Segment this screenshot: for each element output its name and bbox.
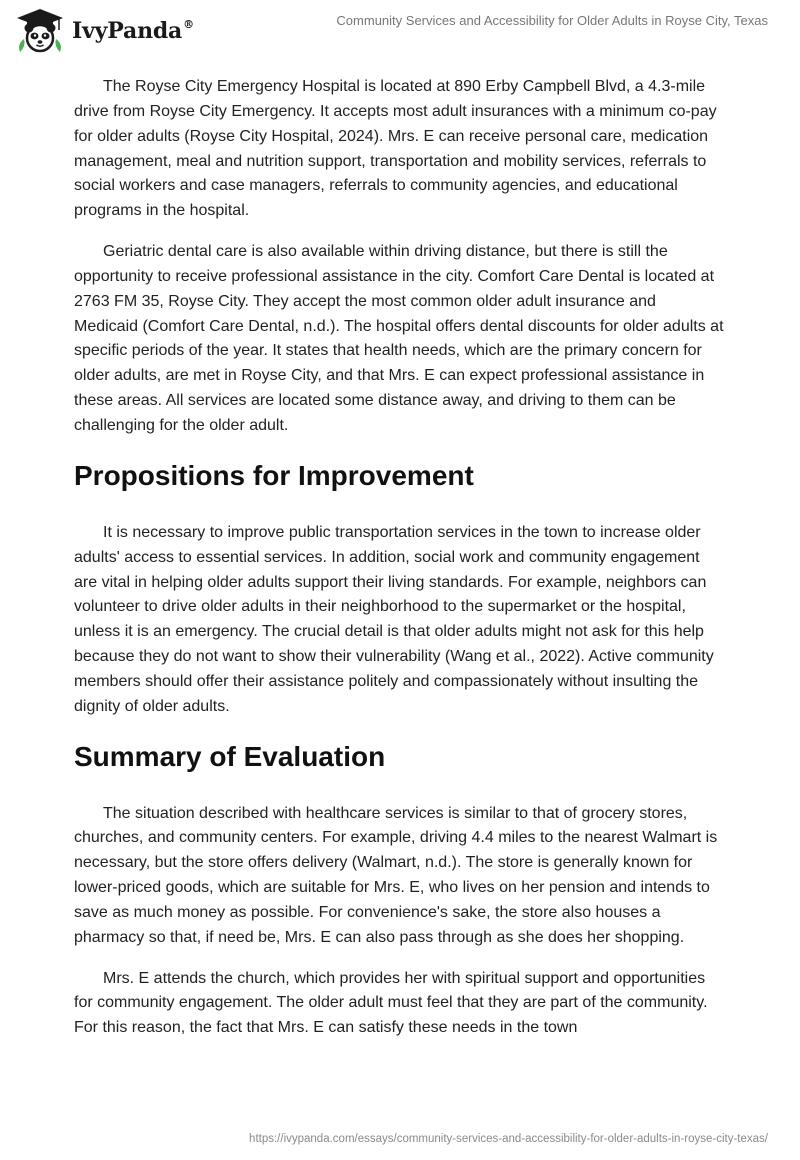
brand-name: IvyPanda® xyxy=(72,18,194,44)
source-url[interactable]: https://ivypanda.com/essays/community-services-and-accessibility-for-older-adults-in-royse-city-texas/ xyxy=(249,1133,768,1145)
paragraph-transportation: It is necessary to improve public transportation services in the town to increase older adults' access to essential services. In addition, social work and community engagement are vital in helping older adults support their living standards. For example, neighbors can volunteer to drive older adults in their neighborhood to the supermarket or the hospital, unless it is an emergency. The crucial detail is that older adults might not ask for this help because they do not want to show their vulnerability (Wang et al., 2022). Active community members should offer their assistance politely and compassionately without insulting the dignity of older adults. xyxy=(74,523,714,715)
essay-content xyxy=(74,75,724,1057)
ivypanda-logo[interactable] xyxy=(14,8,194,54)
panda-graduate-icon xyxy=(14,8,66,54)
page-header xyxy=(0,0,800,60)
registered-mark: ® xyxy=(183,18,194,31)
heading-summary: Summary of Evaluation xyxy=(74,740,386,772)
paragraph-dental: Geriatric dental care is also available within driving distance, but there is still the opportunity to receive professional assistance in the city. Comfort Care Dental is located at 2763 FM 35, Royse City. They accept the most common older adult insurance and Medicaid (Comfort Care Dental, n.d.). The hospital offers dental discounts for older adults at specific periods of the year. It states that health needs, which are the primary concern for older adults, are met in Royse City, and that Mrs. E can expect professional assistance in these areas. All services are located some distance away, and driving to them can be challenging for the older adult. xyxy=(74,243,724,434)
paragraph-grocery: The situation described with healthcare services is similar to that of grocery stores, churches, and community centers. For example, driving 4.4 miles to the nearest Walmart is necessary, but the store offers delivery (Walmart, n.d.). The store is generally known for lower-priced goods, which are suitable for Mrs. E, who lives on her pension and intends to save as much money as possible. For convenience's sake, the store also houses a pharmacy so that, if need be, Mrs. E can also pass through as she does her shopping. xyxy=(74,804,718,946)
paragraph-church: Mrs. E attends the church, which provides her with spiritual support and opportunities for community engagement. The older adult must feel that they are part of the community. For this reason, the fact that Mrs. E can satisfy these needs in the town xyxy=(74,969,708,1037)
heading-propositions: Propositions for Improvement xyxy=(74,459,474,491)
document-title: Community Services and Accessibility for Older Adults in Royse City, Texas xyxy=(336,13,768,28)
paragraph-hospital: The Royse City Emergency Hospital is located at 890 Erby Campbell Blvd, a 4.3-mile drive from Royse City Emergency. It accepts most adult insurances with a minimum co-pay for older adults (Royse City Hospital, 2024). Mrs. E can receive personal care, medication management, meal and nutrition support, transportation and mobility services, referrals to social workers and case managers, referrals to community agencies, and educational programs in the hospital. xyxy=(74,78,717,220)
